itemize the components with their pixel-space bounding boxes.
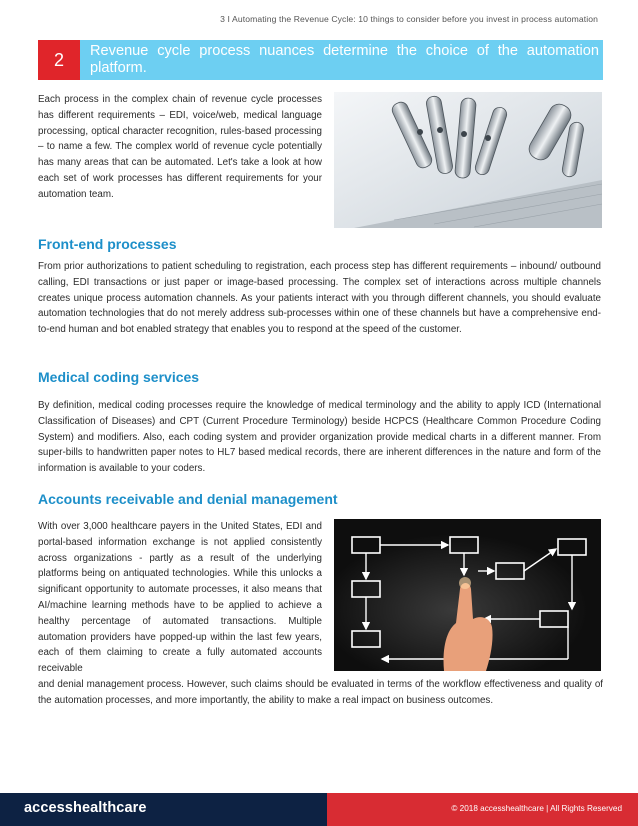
copyright-text: © 2018 accesshealthcare | All Rights Reserved [451,804,622,813]
section-title: Revenue cycle process nuances determine the choice of the automation platform. [90,43,599,76]
flowchart-hand-image [334,519,601,671]
coding-paragraph: By definition, medical coding processes require the knowledge of medical terminology and the ability to apply ICD (International Classification of Diseases) and CPT (Current Procedure Terminology) beside HCPCS (Healthcare Common Procedure Coding System) and modifiers. Also, each coding system and provider organization provide medical charts in a different manner. From super-bills to handwritten paper notes to HL7 based medical records, there are inherent differences in the nature and form of the information is available to your coders. [38,400,601,475]
brand-logo: accesshealthcare [24,800,147,816]
robot-hand-image [334,92,602,228]
coding-heading: Medical coding services [38,369,200,385]
section-banner [38,40,603,80]
ar-heading: Accounts receivable and denial management [38,491,338,507]
footer [0,793,638,826]
intro-paragraph: Each process in the complex chain of revenue cycle processes has different requirements – EDI, voice/web, medical language processing, optical character recognition, rules-based processing – to name a few. The complex world of revenue cycle potentially has many areas that can be automated. Let's take a look at how each set of work processes has different requirements for your automation team. [38,94,322,200]
ar-paragraph-continued: and denial management process. However, such claims should be evaluated in terms of the workflow effectiveness and quality of the automation processes, and more importantly, the ability to make a real impact on business outcomes. [38,679,603,706]
running-header: 3 I Automating the Revenue Cycle: 10 things to consider before you invest in process automation [220,14,598,24]
footer-brand-bar [0,793,327,826]
section-number-badge: 2 [38,40,80,80]
ar-paragraph: With over 3,000 healthcare payers in the United States, EDI and portal-based information exchange is not applied consistently across organizations - partly as a result of the underlying platforms being on antiquated technologies. While this unlocks a significant opportunity to automate processes, it also means that AI/machine learning methods have to be applied to achieve a healthy percentage of automated transactions. Multiple automation providers have popped-up within the last few years, each of them claiming to create a fully automated accounts receivable [38,521,322,675]
front-end-heading: Front-end processes [38,236,177,252]
footer-copyright-bar [327,793,638,826]
front-end-paragraph: From prior authorizations to patient scheduling to registration, each process step has different requirements – inbound/ outbound calling, EDI transactions or just paper or image-based processing. The complex set of interactions across multiple channels creates unique process automation channels. As your patients interact with you through different channels, you should evaluate automation technologies that do not merely address sub-processes within one of these channels but have a comprehensive end-to-end human and bot enabled strategy that enables you to respond at the speed of the customer. [38,261,601,336]
